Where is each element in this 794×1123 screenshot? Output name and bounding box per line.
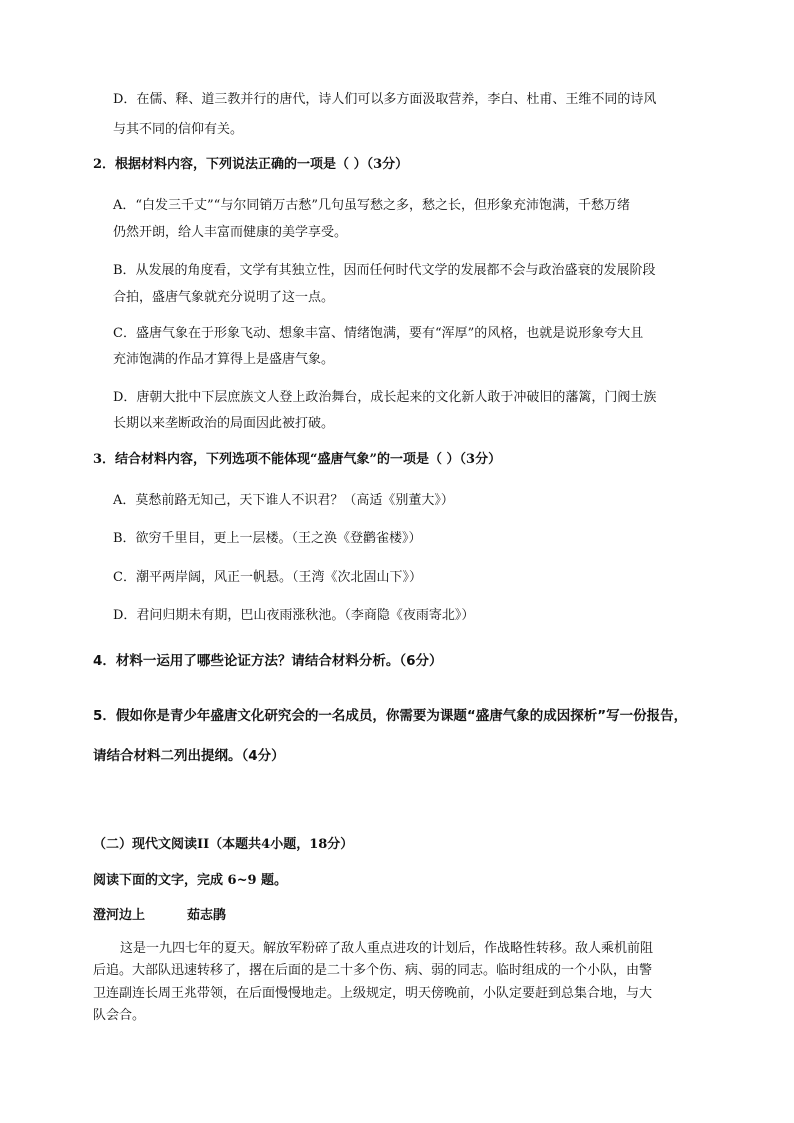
q4-text: 4．材料一运用了哪些论证方法？请结合材料分析。（6分）	[93, 653, 443, 669]
story-para-line2: 后追。大部队迅速转移了，撂在后面的是二十多个伤、病、弱的同志。临时组成的一个小队，由警	[93, 963, 653, 978]
q5-line1: 5．假如你是青少年盛唐文化研究会的一名成员，你需要为课题“盛唐气象的成因探析”写一份报告，	[93, 708, 688, 724]
q3-option-d: D．君问归期未有期，巴山夜雨涨秋池。（李商隐《夜雨寄北》）	[113, 608, 475, 623]
q2-option-a-line2: 仍然开朗，给人丰富而健康的美学享受。	[113, 225, 348, 240]
story-author: 茹志鹃	[187, 908, 227, 923]
q2-option-c-line2: 充沛饱满的作品才算得上是盛唐气象。	[113, 352, 335, 367]
q1-option-d-line2: 与其不同的信仰有关。	[113, 122, 244, 137]
section2-instruction: 阅读下面的文字，完成 6~9 题。	[93, 873, 288, 888]
q3-option-a: A．莫愁前路无知己，天下谁人不识君？（高适《别董大》）	[113, 493, 454, 508]
story-para-line1: 这是一九四七年的夏天。解放军粉碎了敌人重点进攻的计划后，作战略性转移。敌人乘机前阻	[120, 941, 654, 956]
q2-option-c-line1: C．盛唐气象在于形象飞动、想象丰富、情绪饱满，要有“浑厚”的风格，也就是说形象夸大且	[113, 326, 644, 341]
q3-option-c: C．潮平两岸阔，风正一帆悬。（王湾《次北固山下》）	[113, 570, 422, 585]
q2-stem: 2．根据材料内容，下列说法正确的一项是（ ）（3分）	[93, 157, 409, 172]
q2-option-d-line2: 长期以来垄断政治的局面因此被打破。	[113, 416, 335, 431]
story-para-line4: 队会合。	[93, 1008, 146, 1023]
q2-option-b-line2: 合拍，盛唐气象就充分说明了这一点。	[113, 290, 335, 305]
q5-line2: 请结合材料二列出提纲。（4分）	[93, 748, 285, 764]
section2-heading: （二）现代文阅读II（本题共4小题，18分）	[93, 837, 354, 852]
q3-option-b: B．欲穷千里目，更上一层楼。（王之涣《登鹳雀楼》）	[113, 531, 422, 546]
q1-option-d-line1: D．在儒、释、道三教并行的唐代，诗人们可以多方面汲取营养，李白、杜甫、王维不同的诗风	[113, 92, 657, 107]
story-title: 澄河边上	[93, 908, 146, 923]
q2-option-d-line1: D．唐朝大批中下层庶族文人登上政治舞台，成长起来的文化新人敢于冲破旧的藩篱，门阀士族	[113, 390, 657, 405]
q2-option-b-line1: B．从发展的角度看，文学有其独立性，因而任何时代文学的发展都不会与政治盛衰的发展阶段	[113, 263, 656, 278]
story-para-line3: 卫连副连长周王兆带领，在后面慢慢地走。上级规定，明天傍晚前，小队定要赶到总集合地，与大	[93, 986, 653, 1001]
q2-option-a-line1: A．“白发三千丈”“与尔同销万古愁”几句虽写愁之多，愁之长，但形象充沛饱满，千愁万绪	[113, 198, 630, 213]
q3-stem: 3．结合材料内容，下列选项不能体现“盛唐气象”的一项是（ ）（3分）	[93, 452, 502, 467]
